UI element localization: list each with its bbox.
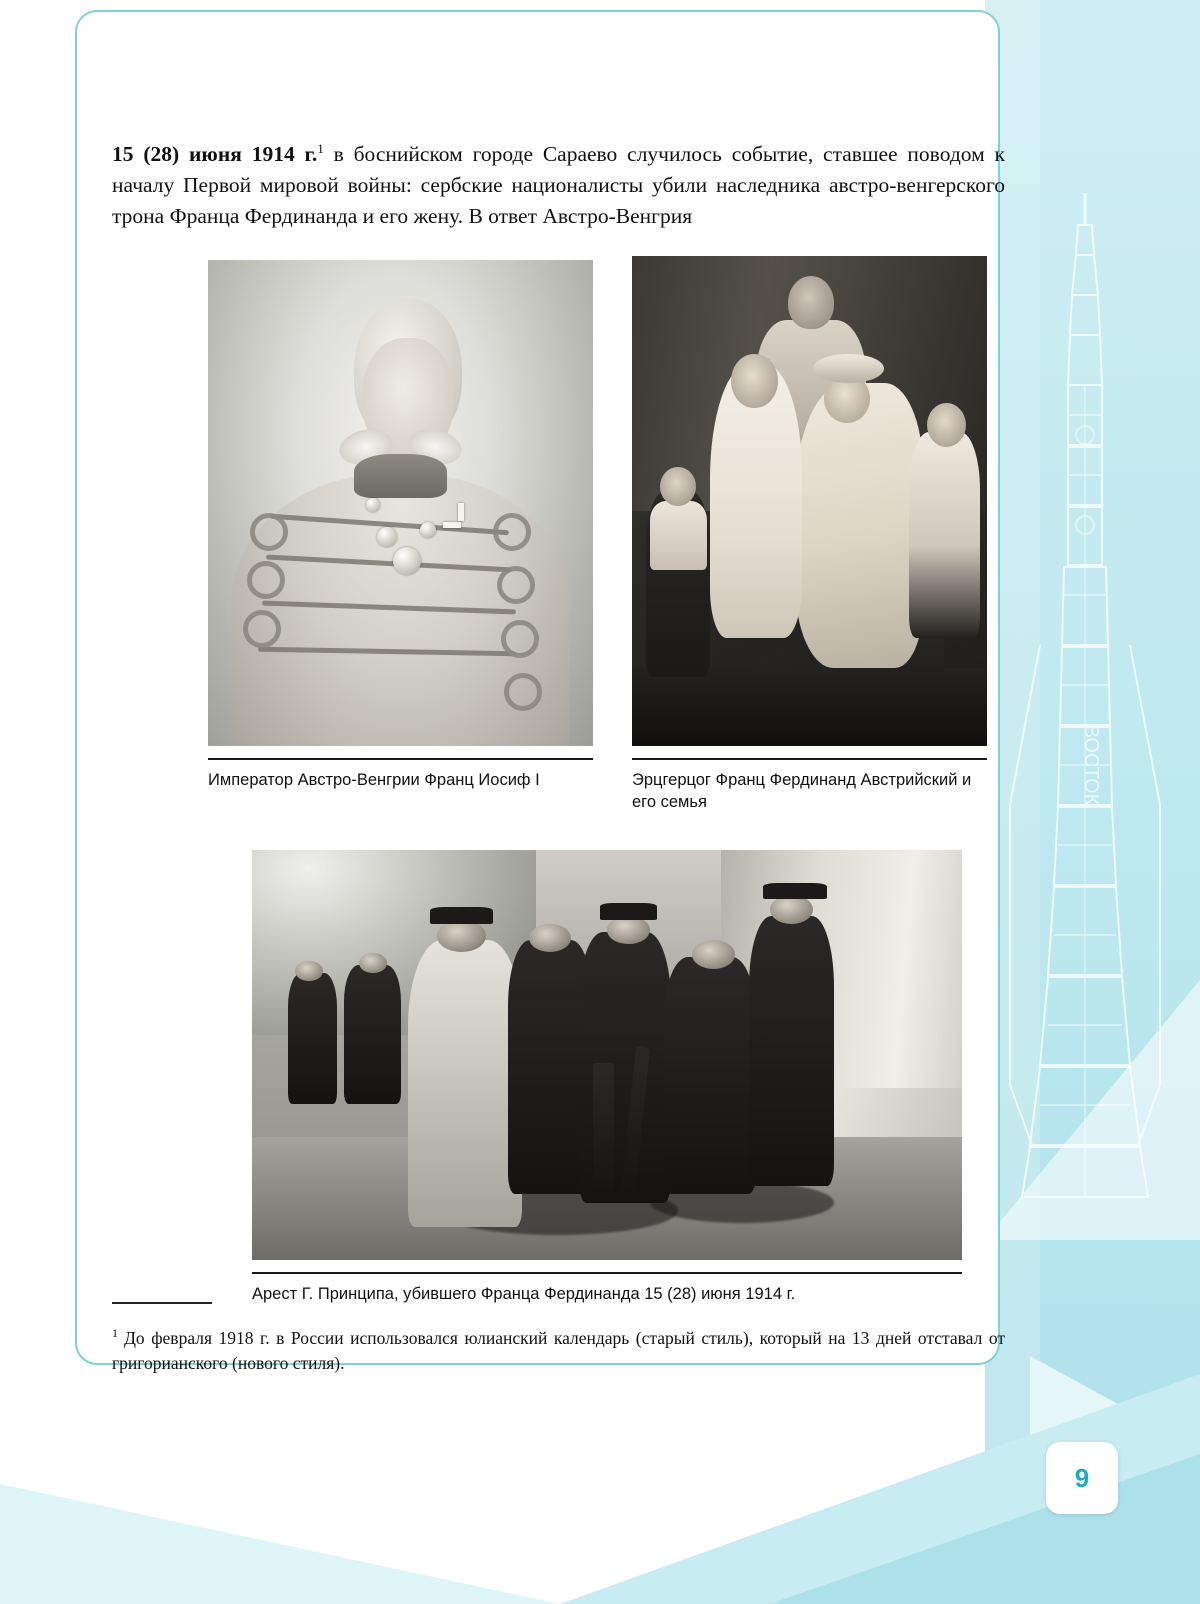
figure-caption: Арест Г. Принципа, убившего Франца Фердинанда 15 (28) июня 1914 г. bbox=[252, 1285, 796, 1303]
figure-caption: Император Австро-Венгрии Франц Иосиф I bbox=[208, 771, 540, 789]
figure-princip-arrest bbox=[252, 850, 962, 1305]
uniform-knot bbox=[250, 513, 288, 551]
body-paragraph bbox=[112, 139, 1005, 232]
footnote-marker: 1 bbox=[112, 1326, 118, 1340]
uniform-knot bbox=[501, 620, 539, 658]
policeman-head bbox=[607, 916, 650, 945]
order-cross bbox=[443, 522, 461, 528]
policeman-head bbox=[770, 895, 813, 924]
uniform-knot bbox=[243, 610, 281, 648]
detained-man-head bbox=[692, 940, 735, 969]
policeman-figure bbox=[749, 916, 834, 1187]
medal bbox=[366, 498, 380, 512]
duchess-figure bbox=[795, 383, 923, 667]
paragraph-rest: в боснийском городе Сараево случилось событие, ставшее поводом к началу Первой мировой войны: сербские националисты убили наследника австро-венгерского трона Франца Фердинанда и его жену. В ответ Австро-Венгрия bbox=[112, 141, 1005, 228]
rocket-label: ВОСТОК bbox=[1080, 724, 1102, 806]
uniform-knot bbox=[493, 513, 531, 551]
son-left-sailor-top bbox=[650, 501, 707, 570]
page-content bbox=[95, 12, 1005, 1373]
daughter-head bbox=[731, 354, 777, 408]
caption-rule bbox=[252, 1272, 962, 1274]
officer-figure bbox=[408, 940, 522, 1227]
order-cross bbox=[458, 503, 464, 521]
rocket-icon bbox=[990, 185, 1180, 1215]
footnote-text bbox=[112, 1321, 1005, 1376]
son-right-figure bbox=[909, 432, 980, 638]
sabre bbox=[593, 1063, 614, 1202]
footnote-separator bbox=[112, 1302, 212, 1304]
background-triangle-bottom-left bbox=[0, 1484, 560, 1604]
uniform-collar bbox=[354, 454, 446, 498]
page-card bbox=[75, 10, 1005, 1373]
footnote-reference: 1 bbox=[317, 140, 324, 156]
footnote-block bbox=[112, 1302, 1005, 1393]
paragraph-lead-date: 15 (28) июня 1914 г. bbox=[112, 141, 318, 166]
uniform-knot bbox=[247, 561, 285, 599]
uniform-knot bbox=[497, 566, 535, 604]
caption-rule bbox=[208, 758, 593, 760]
crowd-person bbox=[288, 973, 338, 1104]
figure-franz-josef bbox=[208, 260, 593, 791]
son-right-head bbox=[927, 403, 966, 447]
figure-franz-ferdinand-family bbox=[632, 256, 987, 813]
photo-franz-josef bbox=[208, 260, 593, 746]
son-left-head bbox=[660, 467, 696, 506]
policeman-hat bbox=[600, 903, 657, 919]
crowd-person-head bbox=[295, 961, 323, 982]
detained-man-figure bbox=[664, 957, 756, 1195]
archduke-head bbox=[788, 276, 834, 330]
page-number: 9 bbox=[1046, 1442, 1118, 1514]
caption-rule bbox=[632, 758, 987, 760]
photo-princip-arrest bbox=[252, 850, 962, 1260]
policeman-hat bbox=[763, 883, 827, 899]
footnote-body: До февраля 1918 г. в России использовался юлианский календарь (старый стиль), который на 13 дней отставал от григорианского (нового стиля). bbox=[112, 1327, 1005, 1373]
crowd-person bbox=[344, 965, 401, 1104]
crowd-person-head bbox=[359, 953, 387, 974]
background-triangle-bottom-accent bbox=[770, 1454, 1200, 1604]
medal bbox=[393, 547, 421, 575]
photo-franz-ferdinand-family bbox=[632, 256, 987, 746]
officer-hat bbox=[430, 907, 494, 923]
figure-caption: Эрцгерцог Франц Фердинанд Австрийский и его семья bbox=[632, 771, 972, 811]
